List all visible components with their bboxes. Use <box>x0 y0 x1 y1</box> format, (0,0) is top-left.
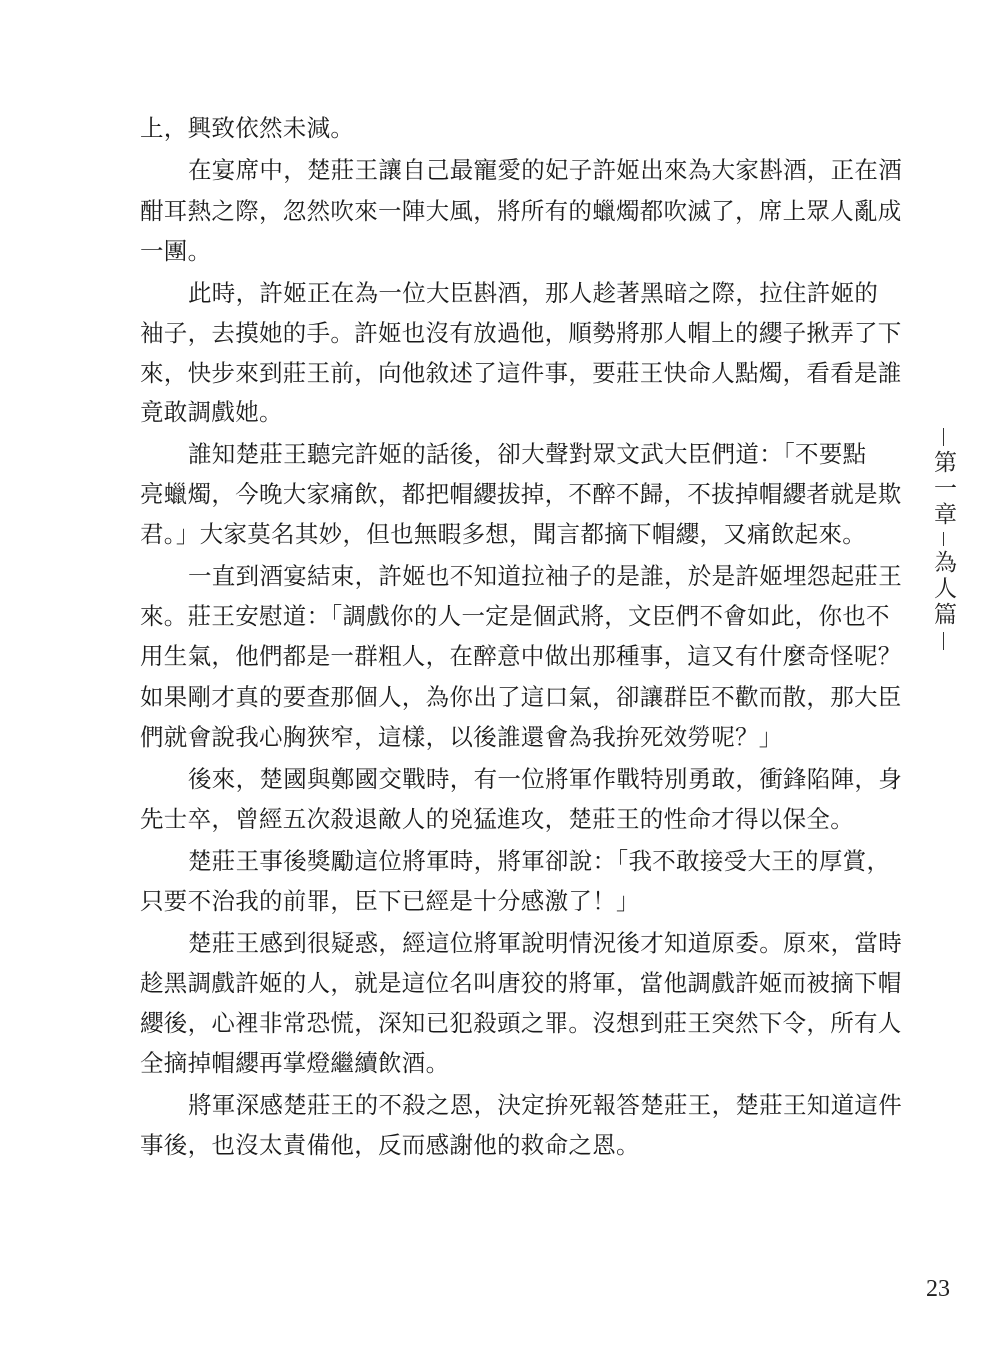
text-line: 亮蠟燭，今晚大家痛飲，都把帽纓拔掉，不醉不歸，不拔掉帽纓者就是欺 <box>140 480 902 508</box>
chapter-label: 第一章 <box>930 450 956 528</box>
text-line: 將軍深感楚莊王的不殺之恩，決定拚死報答楚莊王，楚莊王知道這件 <box>188 1091 902 1119</box>
divider <box>943 532 944 546</box>
chapter-side-header <box>928 428 958 650</box>
text-line: 後來，楚國與鄭國交戰時，有一位將軍作戰特別勇敢，衝鋒陷陣，身 <box>188 765 902 793</box>
text-line: 全摘掉帽纓再掌燈繼續飲酒。 <box>140 1049 450 1077</box>
text-line: 一團。 <box>140 237 212 265</box>
text-line: 來，快步來到莊王前，向他敘述了這件事，要莊王快命人點燭，看看是誰 <box>140 359 902 387</box>
text-line: 事後，也沒太責備他，反而感謝他的救命之恩。 <box>140 1131 640 1159</box>
text-line: 楚莊王感到很疑惑，經這位將軍說明情況後才知道原委。原來，當時 <box>188 929 902 957</box>
text-line: 楚莊王事後獎勵這位將軍時，將軍卻說：「我不敢接受大王的厚賞， <box>188 847 891 875</box>
text-line: 先士卒，曾經五次殺退敵人的兇猛進攻，楚莊王的性命才得以保全。 <box>140 805 854 833</box>
divider <box>943 428 944 446</box>
text-line: 誰知楚莊王聽完許姬的話後，卻大聲對眾文武大臣們道：「不要點 <box>188 440 867 468</box>
text-line: 一直到酒宴結束，許姬也不知道拉袖子的是誰，於是許姬埋怨起莊王 <box>188 562 902 590</box>
text-line: 在宴席中，楚莊王讓自己最寵愛的妃子許姬出來為大家斟酒，正在酒 <box>188 156 902 184</box>
text-line: 來。莊王安慰道：「調戲你的人一定是個武將，文臣們不會如此，你也不 <box>140 602 890 630</box>
text-line: 君。」大家莫名其妙，但也無暇多想，聞言都摘下帽纓，又痛飲起來。 <box>140 520 867 548</box>
text-line: 竟敢調戲她。 <box>140 398 283 426</box>
divider <box>943 632 944 650</box>
text-line: 上，興致依然未減。 <box>140 114 355 142</box>
page-number: 23 <box>926 1276 950 1302</box>
text-line: 用生氣，他們都是一群粗人，在醉意中做出那種事，這又有什麼奇怪呢？ <box>140 642 902 670</box>
text-line: 纓後，心裡非常恐慌，深知已犯殺頭之罪。沒想到莊王突然下令，所有人 <box>140 1009 902 1037</box>
text-line: 酣耳熱之際，忽然吹來一陣大風，將所有的蠟燭都吹滅了，席上眾人亂成 <box>140 197 902 225</box>
text-line: 們就會說我心胸狹窄，這樣，以後誰還會為我拚死效勞呢？」 <box>140 723 783 751</box>
text-line: 此時，許姬正在為一位大臣斟酒，那人趁著黑暗之際，拉住許姬的 <box>188 279 879 307</box>
text-line: 趁黑調戲許姬的人，就是這位名叫唐狡的將軍，當他調戲許姬而被摘下帽 <box>140 969 902 997</box>
text-line: 如果剛才真的要查那個人，為你出了這口氣，卻讓群臣不歡而散，那大臣 <box>140 683 902 711</box>
section-label: 為人篇 <box>930 550 956 628</box>
text-line: 只要不治我的前罪，臣下已經是十分感激了！」 <box>140 887 640 915</box>
text-line: 袖子，去摸她的手。許姬也沒有放過他，順勢將那人帽上的纓子揪弄了下 <box>140 319 902 347</box>
